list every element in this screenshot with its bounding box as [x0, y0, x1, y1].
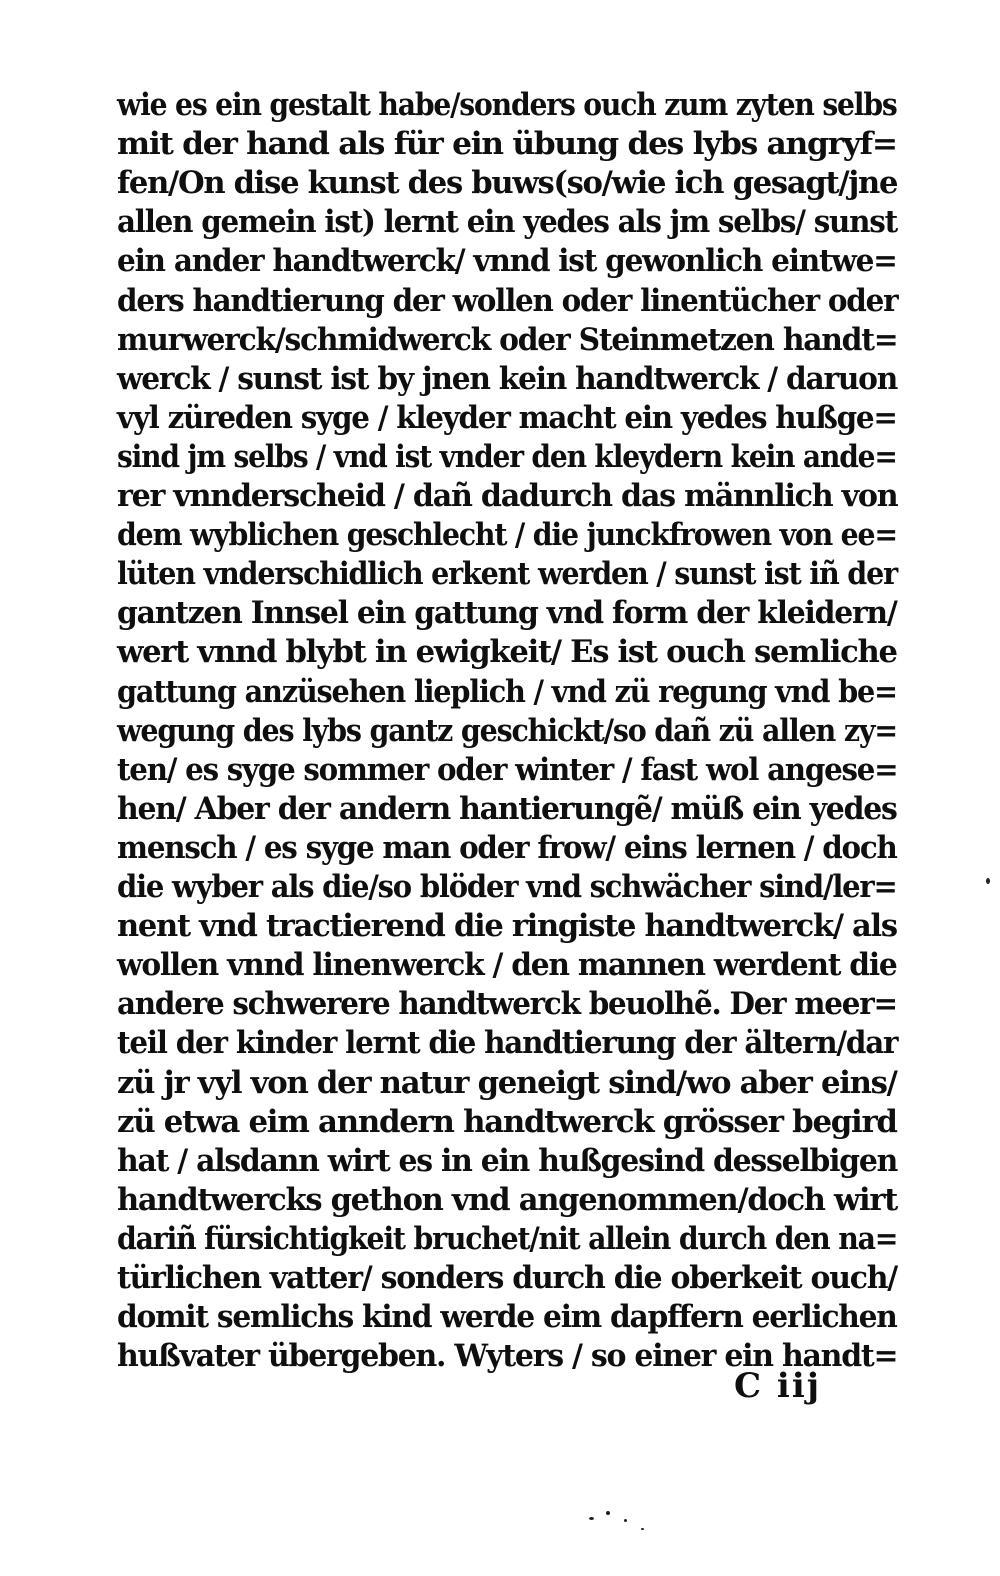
- text-line: dariñ fürsichtigkeit bruchet/nit allein durch den na=: [117, 1220, 898, 1257]
- text-line: türlichen vatter/ sonders durch die oberkeit ouch/: [117, 1260, 897, 1296]
- text-line: zü etwa eim anndern handtwerck grösser begird: [117, 1103, 897, 1140]
- text-line: werck / sunst ist by jnen kein handtwerck / daruon: [117, 360, 898, 397]
- text-line: vyl züreden syge / kleyder macht ein yedes hußge=: [117, 399, 897, 436]
- text-line: nent vnd tractierend die ringiste handtwerck/ als: [117, 908, 897, 945]
- text-line: murwerck/schmidwerck oder Steinmetzen handt=: [117, 321, 898, 358]
- text-line: wie es ein gestalt habe/sonders ouch zum zyten selbs: [117, 87, 897, 123]
- text-line: ders handtierung der wollen oder linentücher oder: [117, 282, 898, 319]
- text-line: hat / alsdann wirt es in ein hußgesind desselbigen: [117, 1142, 898, 1179]
- text-line: ein ander handtwerck/ vnnd ist gewonlich eintwe=: [117, 243, 897, 280]
- ink-speck: [986, 878, 990, 884]
- signature-mark: C iij: [734, 1366, 822, 1406]
- ink-speck: [606, 1511, 610, 1515]
- text-line: wegung des lybs gantz geschickt/so dañ zü allen zy=: [117, 712, 897, 749]
- text-line: mensch / es syge man oder frow/ eins lernen / doch: [117, 829, 897, 866]
- text-line: allen gemein ist) lernt ein yedes als jm selbs/ sunst: [117, 204, 897, 241]
- text-line: gattung anzüsehen lieplich / vnd zü regung vnd be=: [117, 673, 897, 710]
- text-line: wert vnnd blybt in ewigkeit/ Es ist ouch semliche: [117, 634, 897, 671]
- ink-speck: [624, 1519, 627, 1522]
- text-line: andere schwerere handtwerck beuolhẽ. Der meer=: [117, 986, 897, 1023]
- text-line: rer vnnderscheid / dañ dadurch das männlich von: [117, 478, 898, 514]
- text-line: dem wyblichen geschlecht / die junckfrowen von ee=: [117, 517, 897, 554]
- text-line: gantzen Innsel ein gattung vnd form der kleidern/: [117, 595, 897, 632]
- text-line: fen/On dise kunst des buws(so/wie ich gesagt/jne: [117, 165, 898, 202]
- text-line: sind jm selbs / vnd ist vnder den kleydern kein ande=: [117, 438, 897, 475]
- text-line: domit semlichs kind werde eim dapffern eerlichen: [117, 1299, 897, 1336]
- text-line: zü jr vyl von der natur geneigt sind/wo aber eins/: [117, 1064, 897, 1101]
- text-line: wollen vnnd linenwerck / den mannen werdent die: [117, 947, 897, 984]
- text-line: hen/ Aber der andern hantierungẽ/ müß ein yedes: [117, 790, 897, 827]
- text-line: ten/ es syge sommer oder winter / fast wol angese=: [117, 751, 898, 788]
- text-line: handtwercks gethon vnd angenommen/doch wirt: [117, 1181, 897, 1218]
- ink-speck: [641, 1528, 644, 1530]
- text-line: mit der hand als für ein übung des lybs angryf=: [117, 126, 897, 163]
- text-line: lüten vnderschidlich erkent werden / sunst ist iñ der: [117, 556, 897, 593]
- text-line: teil der kinder lernt die handtierung der ältern/dar: [117, 1025, 898, 1062]
- ink-speck: [589, 1517, 594, 1520]
- text-line: hußvater übergeben. Wyters / so einer ein handt=: [117, 1338, 898, 1375]
- text-line: die wyber als die/so blöder vnd schwächer sind/ler=: [117, 869, 897, 905]
